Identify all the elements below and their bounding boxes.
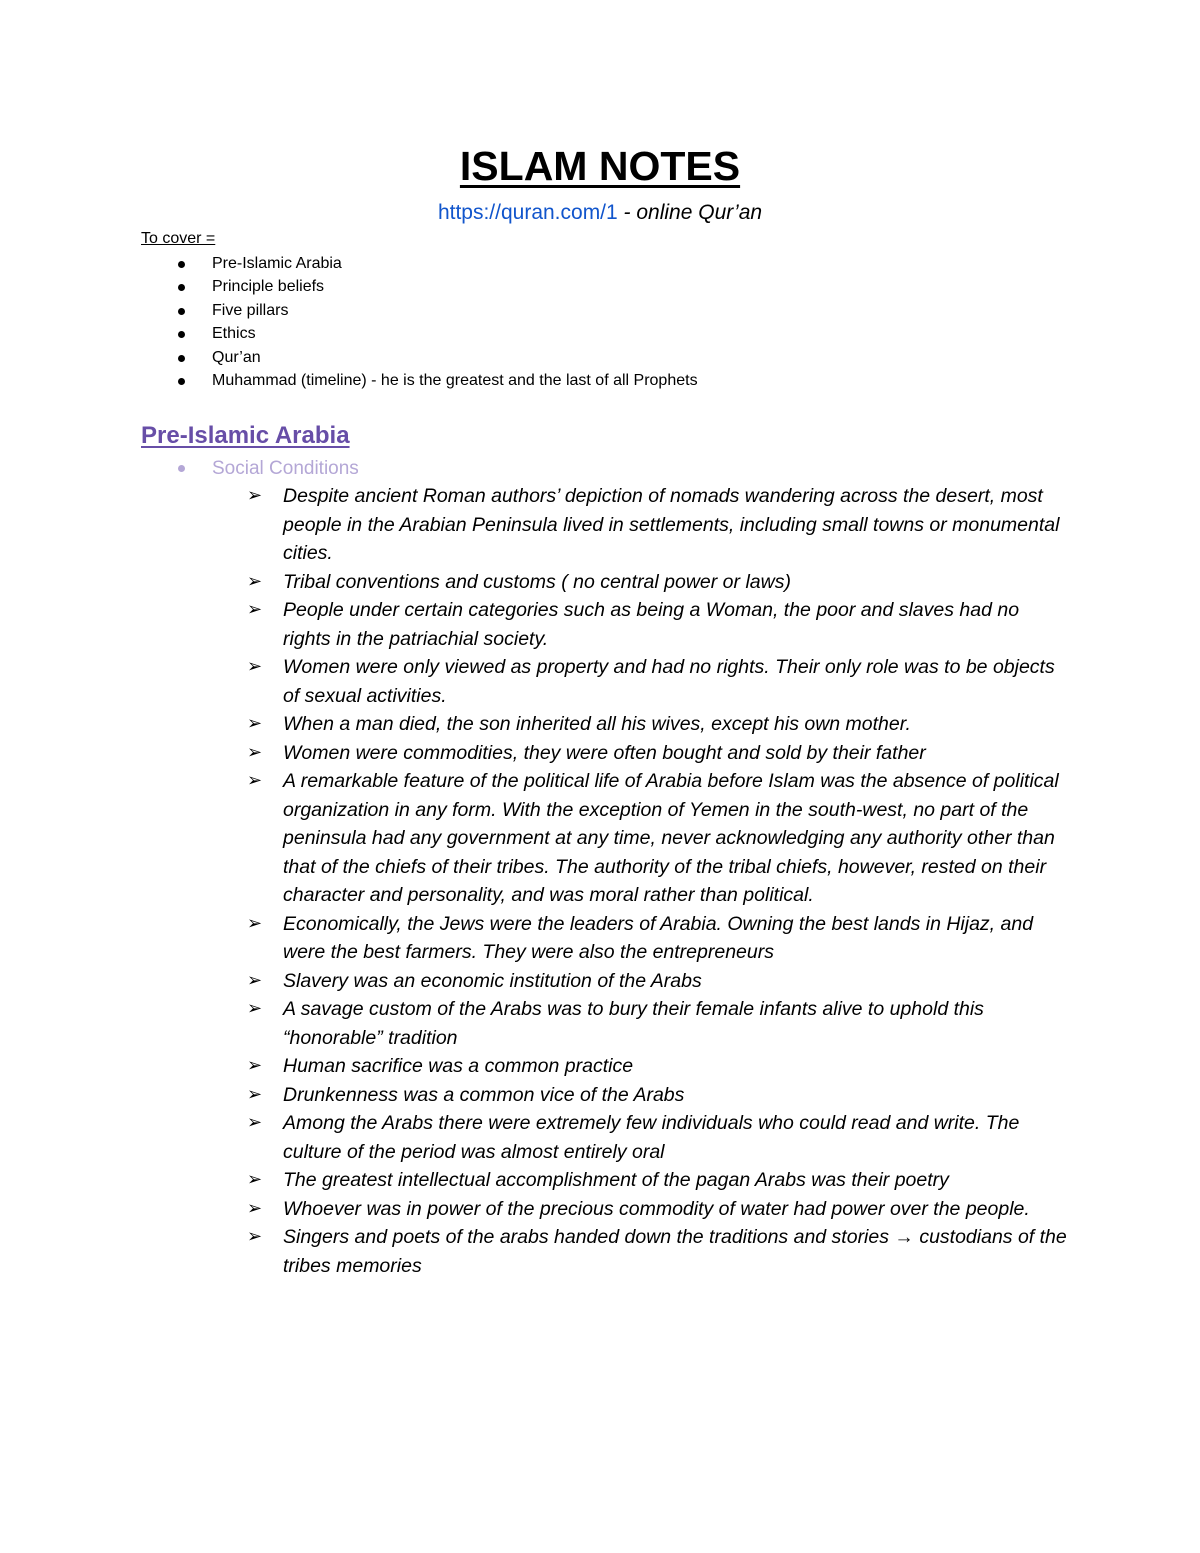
arrowhead-icon: ➢ <box>247 1055 263 1076</box>
list-item <box>247 596 1067 653</box>
arrowhead-icon: ➢ <box>247 599 263 620</box>
arrowhead-icon: ➢ <box>247 741 263 763</box>
point-text: Singers and poets of the arabs handed down the traditions and stories → custodians of the tribes memories <box>283 1226 1067 1277</box>
link-description: - online Qur’an <box>617 201 763 224</box>
arrowhead-icon: ➢ <box>247 969 263 991</box>
list-item <box>247 1223 1067 1280</box>
point-text: Tribal conventions and customs ( no central power or laws) <box>283 570 791 593</box>
bullet-icon <box>178 261 185 268</box>
arrowhead-icon: ➢ <box>247 1112 263 1133</box>
arrowhead-icon: ➢ <box>247 770 263 791</box>
list-item <box>247 910 1067 967</box>
cover-list <box>141 252 698 392</box>
cover-item <box>141 322 698 345</box>
quran-link[interactable]: https://quran.com/1 <box>437 201 618 224</box>
cover-item <box>141 275 698 298</box>
cover-item-text: Ethics <box>212 325 256 343</box>
cover-item-text: Principle beliefs <box>212 278 325 296</box>
list-item <box>247 1109 1067 1166</box>
cover-item <box>141 369 698 392</box>
bullet-icon <box>178 308 185 315</box>
cover-item-text: Qur’an <box>212 348 261 366</box>
arrowhead-icon: ➢ <box>247 998 263 1019</box>
list-item <box>247 710 1067 739</box>
arrowhead-icon: ➢ <box>247 1083 263 1105</box>
arrowhead-icon: ➢ <box>247 713 263 734</box>
cover-item-text: Muhammad (timeline) - he is the greatest and the last of all Prophets <box>212 371 698 389</box>
cover-item-text: Pre-Islamic Arabia <box>212 255 342 272</box>
point-text: Human sacrifice was a common practice <box>283 1055 634 1077</box>
list-item <box>247 967 1067 996</box>
point-text: A remarkable feature of the political life of Arabia before Islam was the absence of political organization in any form. With the exception of Yemen in the south-west, no part of the peninsula had any government at any time, never acknowledging any authority other than that of the chiefs of their tribes. The authority of the tribal chiefs, however, rested on their character and personality, and was moral rather than political. <box>283 770 1059 906</box>
list-item <box>247 653 1067 710</box>
social-conditions-list <box>247 482 1067 1280</box>
arrowhead-icon: ➢ <box>247 1226 263 1247</box>
point-text: Slavery was an economic institution of the Arabs <box>283 969 702 992</box>
point-text: People under certain categories such as being a Woman, the poor and slaves had no rights in the patriachial society. <box>283 599 1020 650</box>
point-text: Among the Arabs there were extremely few individuals who could read and write. The culture of the period was almost entirely oral <box>283 1112 1020 1163</box>
point-text: When a man died, the son inherited all his wives, except his own mother. <box>283 713 911 735</box>
arrowhead-icon: ➢ <box>247 1169 263 1190</box>
arrowhead-icon: ➢ <box>247 570 263 592</box>
point-text: Economically, the Jews were the leaders of Arabia. Owning the best lands in Hijaz, and were the best farmers. They were also the entrepreneurs <box>283 912 1034 963</box>
point-text: Women were only viewed as property and had no rights. Their only role was to be objects of sexual activities. <box>283 656 1055 707</box>
list-item <box>247 767 1067 910</box>
point-text: Drunkenness was a common vice of the Arabs <box>283 1083 685 1106</box>
section-heading: Pre-Islamic Arabia <box>141 422 350 449</box>
subheading-item <box>141 456 359 482</box>
bullet-icon <box>178 331 185 338</box>
arrowhead-icon: ➢ <box>247 485 263 506</box>
cover-item <box>141 346 698 369</box>
list-item <box>247 1195 1067 1224</box>
point-text: Whoever was in power of the precious commodity of water had power over the people. <box>283 1197 1030 1220</box>
bullet-icon <box>178 378 185 385</box>
subheading-text: Social Conditions <box>212 458 359 479</box>
to-cover-label: To cover = <box>141 230 216 247</box>
list-item <box>247 995 1067 1052</box>
list-item <box>247 482 1067 568</box>
list-item <box>247 1052 1067 1081</box>
document-title: ISLAM NOTES <box>459 143 741 189</box>
cover-item-text: Five pillars <box>212 301 289 319</box>
list-item <box>247 1166 1067 1195</box>
list-item <box>247 1081 1067 1110</box>
point-text: A savage custom of the Arabs was to bury their female infants alive to uphold this “honorable” tradition <box>283 998 984 1049</box>
cover-item <box>141 252 698 275</box>
list-item <box>247 568 1067 597</box>
bullet-icon <box>178 465 185 472</box>
subtitle-line <box>0 199 1200 227</box>
point-text: Despite ancient Roman authors’ depiction of nomads wandering across the desert, most people in the Arabian Peninsula lived in settlements, including small towns or monumental cities. <box>283 485 1060 564</box>
bullet-icon <box>178 355 185 362</box>
list-item <box>247 739 1067 768</box>
cover-item <box>141 299 698 322</box>
arrowhead-icon: ➢ <box>247 656 263 677</box>
point-text: Women were commodities, they were often bought and sold by their father <box>283 741 926 764</box>
arrowhead-icon: ➢ <box>247 1197 263 1219</box>
arrowhead-icon: ➢ <box>247 912 263 934</box>
point-text: The greatest intellectual accomplishment of the pagan Arabs was their poetry <box>283 1169 949 1191</box>
bullet-icon <box>178 284 185 291</box>
